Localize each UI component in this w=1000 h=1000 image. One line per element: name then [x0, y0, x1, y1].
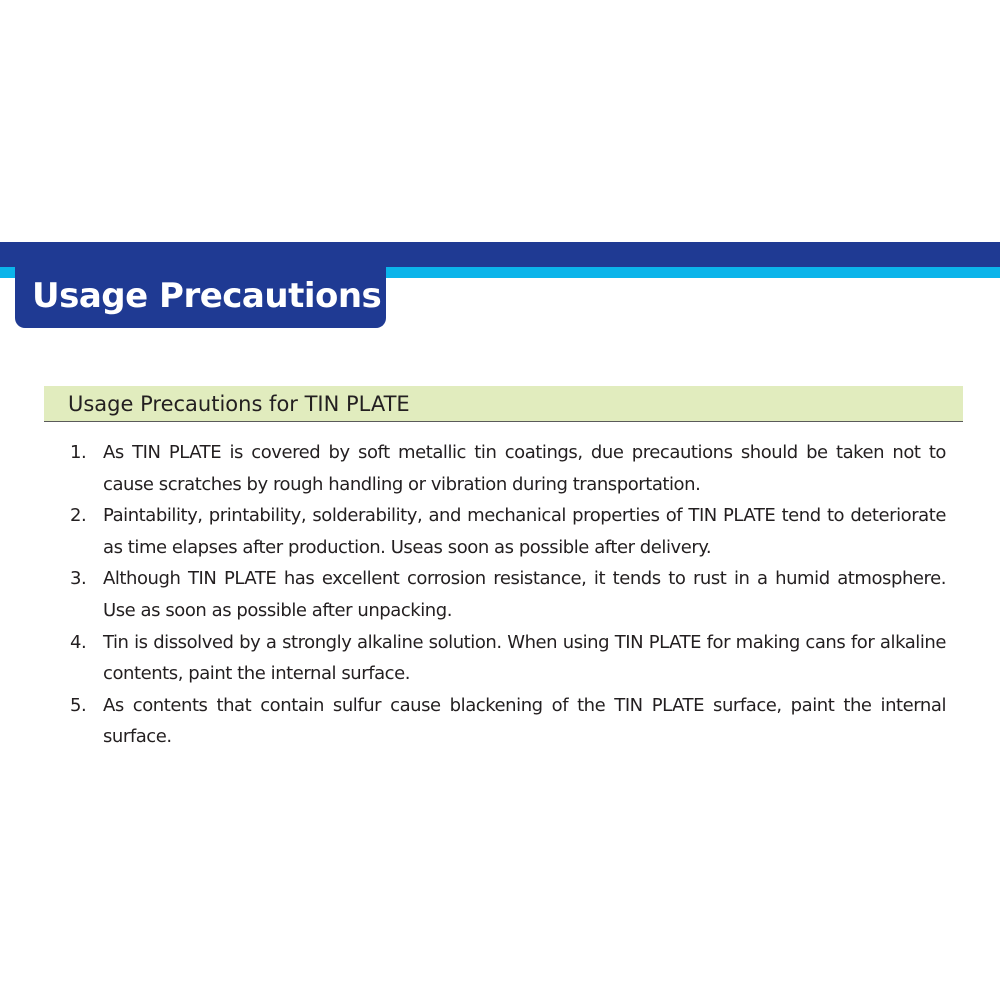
- section-title: Usage Precautions for TIN PLATE: [68, 392, 410, 416]
- item-number: 1.: [70, 442, 87, 463]
- precaution-item: [70, 563, 946, 626]
- section-header: [44, 386, 963, 422]
- item-number: 3.: [70, 568, 87, 590]
- item-number: 5.: [70, 694, 87, 716]
- title-tab: [15, 262, 386, 328]
- precaution-item: [70, 690, 946, 753]
- precaution-item: [70, 627, 946, 690]
- item-number: 4.: [70, 631, 87, 653]
- page-title: Usage Precautions: [32, 276, 382, 316]
- item-text: As contents that contain sulfur cause blackening of the TIN PLATE surface, paint the internal surface.: [103, 694, 946, 748]
- item-text: As TIN PLATE is covered by soft metallic tin coatings, due precautions should be taken not to cause scratches by rough handling or vibration during transportation.: [103, 442, 946, 495]
- precaution-list: [70, 437, 946, 753]
- item-number: 2.: [70, 505, 87, 527]
- item-text: Although TIN PLATE has excellent corrosion resistance, it tends to rust in a humid atmosphere. Use as soon as possible after unpacking.: [103, 568, 946, 621]
- precaution-item: [70, 437, 946, 500]
- item-text: Paintability, printability, solderability, and mechanical properties of TIN PLATE tend to deteriorate as time elapses after production. Useas soon as possible after delivery.: [103, 505, 946, 558]
- item-text: Tin is dissolved by a strongly alkaline solution. When using TIN PLATE for making cans for alkaline contents, paint the internal surface.: [103, 631, 946, 685]
- precaution-item: [70, 500, 946, 563]
